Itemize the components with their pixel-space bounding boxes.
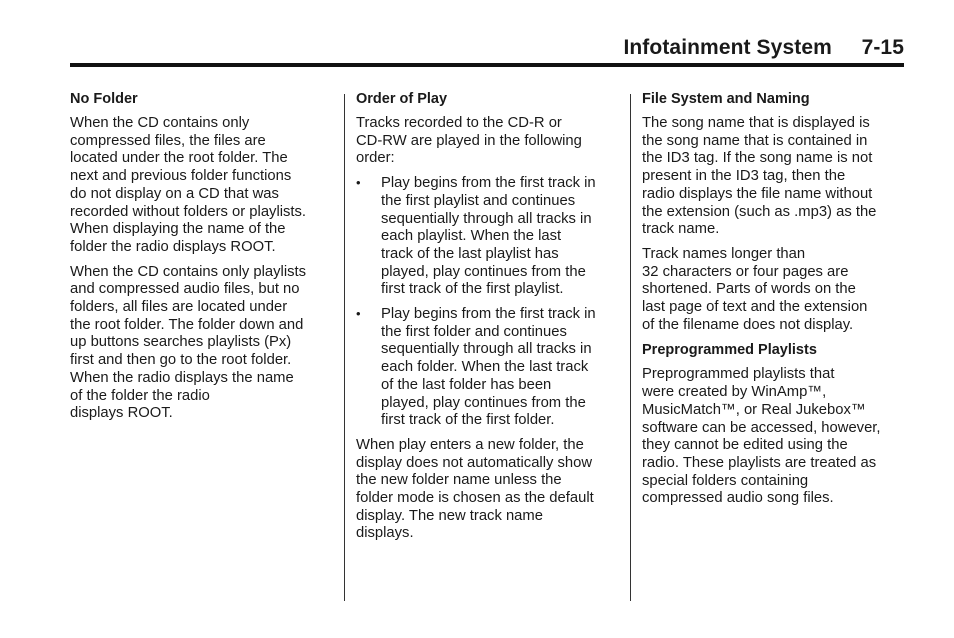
file-system-paragraph-1: The song name that is displayed is the song name that is contained in the ID3 tag. If the song name is not present in the ID3 tag, then the radio displays the file name without the extension (such as .mp3) as the track name. (642, 115, 877, 238)
order-of-play-intro: Tracks recorded to the CD-R or CD-RW are played in the following order: (356, 115, 582, 167)
heading-preprogrammed-playlists: Preprogrammed Playlists (642, 342, 817, 359)
list-item (356, 306, 621, 430)
heading-order-of-play: Order of Play (356, 91, 448, 107)
header-title-row (623, 36, 904, 60)
file-system-paragraph-2: Track names longer than 32 characters or four pages are shortened. Parts of words on the last page of text and the extension of the filename does not display. (642, 245, 868, 333)
column-3 (642, 90, 907, 515)
list-item-text: Play begins from the first track in the first folder and continues sequentially through all tracks in each folder. When the last track of the last folder has been played, play continues from the first track of the first folder. (381, 306, 596, 429)
section-title: Infotainment System (623, 36, 832, 59)
column-1 (70, 90, 334, 430)
no-folder-paragraph-1: When the CD contains only compressed files, the files are located under the root folder. The next and previous folder functions do not display on a CD that was recorded without folders or playlists. When displaying the name of the folder the radio displays ROOT. (70, 115, 307, 255)
heading-file-system-naming: File System and Naming (642, 91, 810, 107)
page-header (70, 36, 904, 64)
header-rule (70, 63, 904, 67)
column-divider-1 (344, 94, 345, 601)
column-2 (356, 90, 621, 550)
bullet-icon: • (356, 175, 361, 191)
bullet-icon: • (356, 306, 361, 322)
column-divider-2 (630, 94, 631, 601)
new-folder-paragraph: When play enters a new folder, the display does not automatically show the new folder name unless the folder mode is chosen as the default display. The new track name displays. (356, 436, 594, 542)
heading-no-folder: No Folder (70, 91, 138, 107)
order-of-play-list (356, 175, 621, 430)
preprogrammed-playlists-paragraph: Preprogrammed playlists that were created by WinAmp™, MusicMatch™, or Real Jukebox™ software can be accessed, however, they cannot be edited using the radio. These playlists are treated as special folders containing compressed audio song files. (642, 366, 881, 507)
page-number: 7-15 (861, 36, 904, 59)
list-item-text: Play begins from the first track in the first playlist and continues sequentially through all tracks in each playlist. When the last track of the last playlist has played, play continues from the first track of the first playlist. (381, 175, 596, 298)
list-item (356, 175, 621, 299)
no-folder-paragraph-2: When the CD contains only playlists and compressed audio files, but no folders, all files are located under the root folder. The folder down and up buttons searches playlists (Px) first and then go to the root folder. When the radio displays the name of the folder the radio displays ROOT. (70, 263, 307, 422)
